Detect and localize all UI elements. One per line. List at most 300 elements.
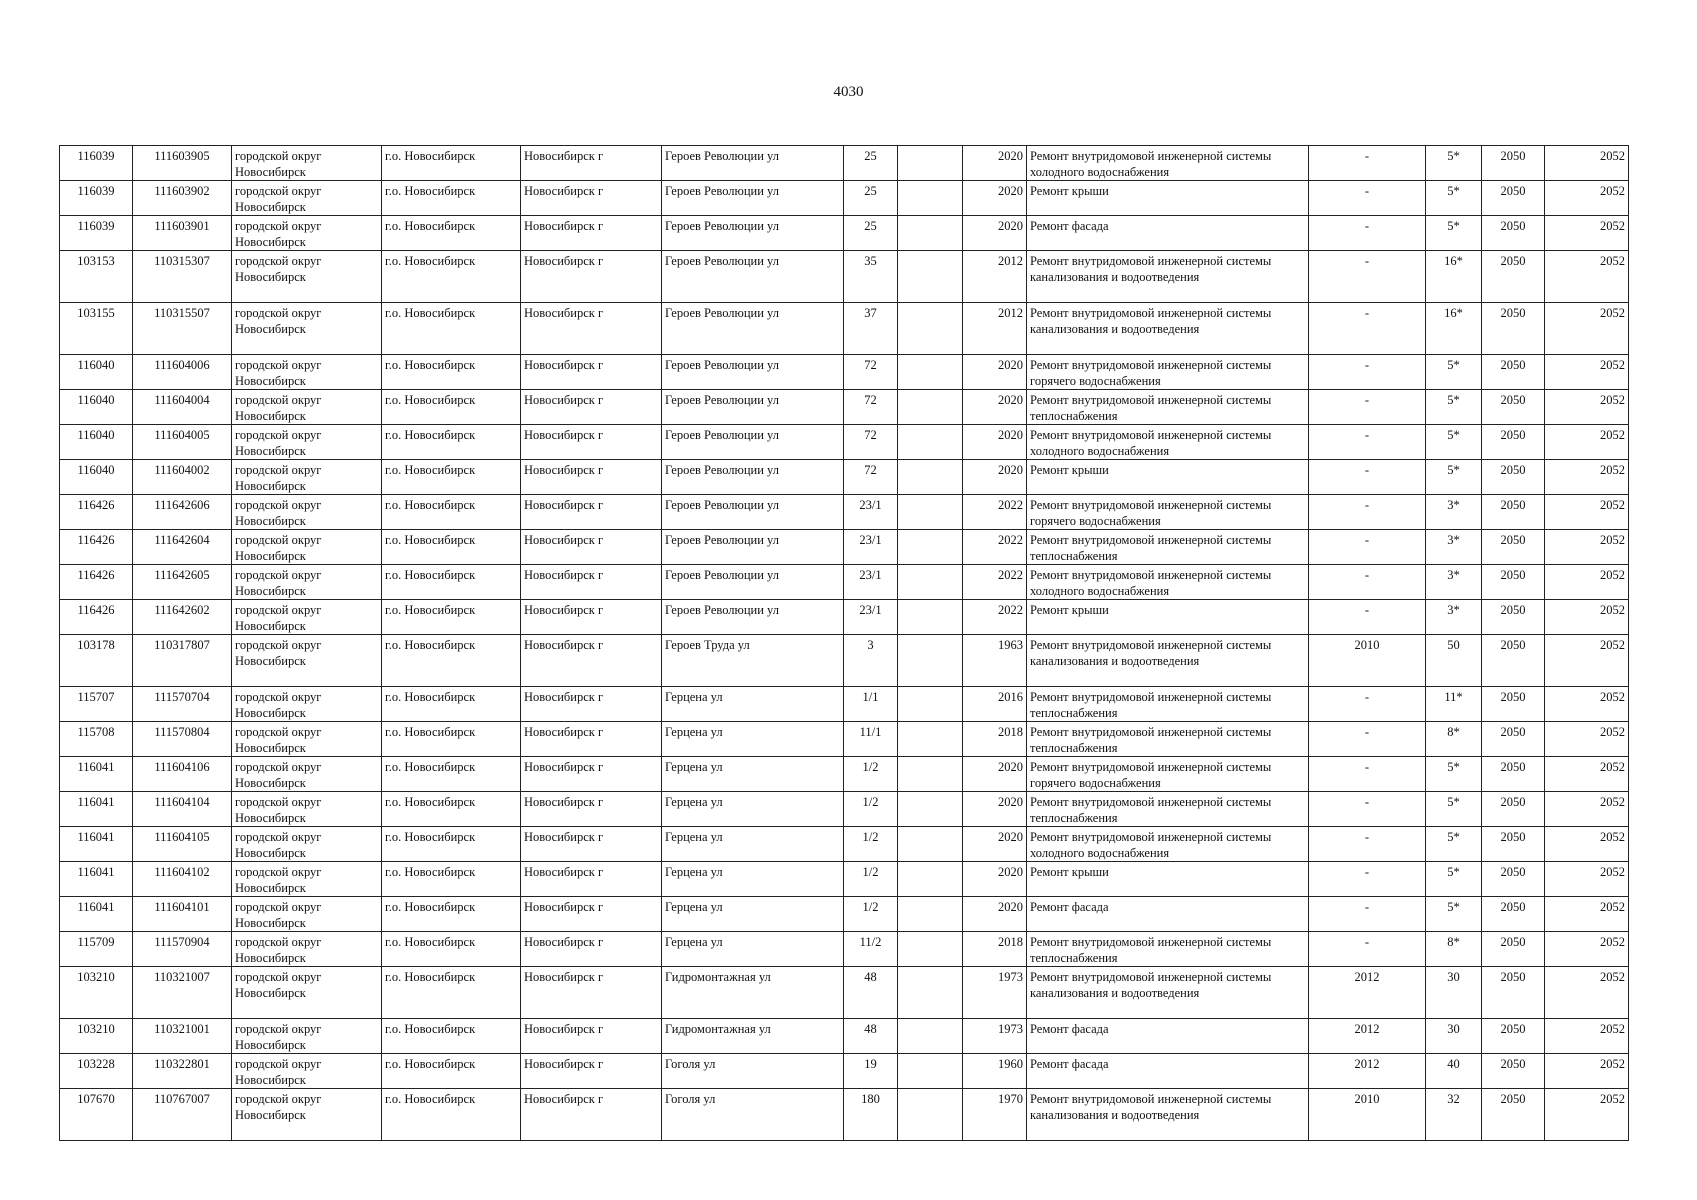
plan-start-cell: 2050 [1482,862,1545,897]
street-cell: Гидромонтажная ул [662,1019,844,1054]
plan-start-cell: 2050 [1482,460,1545,495]
municipality-cell: городской округ Новосибирск [232,530,382,565]
building-cell [898,862,963,897]
plan-end-cell: 2052 [1545,425,1629,460]
street-cell: Гоголя ул [662,1089,844,1141]
house-id-cell: 116040 [60,425,133,460]
last-repair-year-cell: - [1309,897,1426,932]
work-type-cell: Ремонт внутридомовой инженерной системы канализования и водоотведения [1027,303,1309,355]
plan-end-cell: 2052 [1545,722,1629,757]
wear-value-cell: 3* [1426,530,1482,565]
last-repair-year-cell: 2010 [1309,635,1426,687]
municipality-cell: городской округ Новосибирск [232,635,382,687]
last-repair-year-cell: - [1309,495,1426,530]
year-built-cell: 2020 [963,390,1027,425]
table-row [60,355,1629,390]
locality-cell: Новосибирск г [521,635,662,687]
plan-start-cell: 2050 [1482,146,1545,181]
plan-end-cell: 2052 [1545,932,1629,967]
house-number-cell: 48 [844,967,898,1019]
year-built-cell: 1963 [963,635,1027,687]
house-number-cell: 72 [844,460,898,495]
plan-end-cell: 2052 [1545,1054,1629,1089]
year-built-cell: 2018 [963,722,1027,757]
year-built-cell: 1973 [963,967,1027,1019]
wear-value-cell: 5* [1426,355,1482,390]
municipality-cell: городской округ Новосибирск [232,897,382,932]
plan-end-cell: 2052 [1545,146,1629,181]
work-type-cell: Ремонт внутридомовой инженерной системы канализования и водоотведения [1027,251,1309,303]
table-row [60,460,1629,495]
street-cell: Гоголя ул [662,1054,844,1089]
plan-start-cell: 2050 [1482,390,1545,425]
year-built-cell: 2012 [963,303,1027,355]
house-number-cell: 11/1 [844,722,898,757]
house-number-cell: 23/1 [844,495,898,530]
building-cell [898,565,963,600]
record-id-cell: 111642602 [133,600,232,635]
last-repair-year-cell: - [1309,355,1426,390]
work-type-cell: Ремонт внутридомовой инженерной системы горячего водоснабжения [1027,495,1309,530]
year-built-cell: 2020 [963,897,1027,932]
locality-cell: Новосибирск г [521,303,662,355]
house-id-cell: 103155 [60,303,133,355]
house-number-cell: 25 [844,181,898,216]
work-type-cell: Ремонт внутридомовой инженерной системы горячего водоснабжения [1027,355,1309,390]
municipality-cell: городской округ Новосибирск [232,1054,382,1089]
wear-value-cell: 5* [1426,757,1482,792]
district-cell: г.о. Новосибирск [382,181,521,216]
table-row [60,932,1629,967]
year-built-cell: 2022 [963,600,1027,635]
street-cell: Герцена ул [662,932,844,967]
district-cell: г.о. Новосибирск [382,757,521,792]
house-number-cell: 11/2 [844,932,898,967]
street-cell: Героев Революции ул [662,425,844,460]
plan-end-cell: 2052 [1545,1019,1629,1054]
plan-start-cell: 2050 [1482,425,1545,460]
plan-end-cell: 2052 [1545,216,1629,251]
house-number-cell: 72 [844,425,898,460]
house-number-cell: 1/2 [844,757,898,792]
house-number-cell: 25 [844,146,898,181]
building-cell [898,425,963,460]
wear-value-cell: 11* [1426,687,1482,722]
record-id-cell: 111603905 [133,146,232,181]
year-built-cell: 2020 [963,146,1027,181]
house-number-cell: 23/1 [844,565,898,600]
district-cell: г.о. Новосибирск [382,792,521,827]
last-repair-year-cell: - [1309,792,1426,827]
last-repair-year-cell: - [1309,303,1426,355]
work-type-cell: Ремонт внутридомовой инженерной системы теплоснабжения [1027,792,1309,827]
locality-cell: Новосибирск г [521,757,662,792]
plan-end-cell: 2052 [1545,303,1629,355]
wear-value-cell: 5* [1426,827,1482,862]
wear-value-cell: 16* [1426,303,1482,355]
street-cell: Героев Революции ул [662,390,844,425]
building-cell [898,1019,963,1054]
house-number-cell: 180 [844,1089,898,1141]
house-id-cell: 116039 [60,146,133,181]
house-id-cell: 103210 [60,1019,133,1054]
district-cell: г.о. Новосибирск [382,530,521,565]
building-cell [898,181,963,216]
house-number-cell: 37 [844,303,898,355]
house-id-cell: 116041 [60,792,133,827]
municipality-cell: городской округ Новосибирск [232,425,382,460]
wear-value-cell: 3* [1426,600,1482,635]
district-cell: г.о. Новосибирск [382,827,521,862]
table-row [60,600,1629,635]
last-repair-year-cell: - [1309,600,1426,635]
locality-cell: Новосибирск г [521,792,662,827]
street-cell: Герцена ул [662,792,844,827]
street-cell: Герцена ул [662,722,844,757]
wear-value-cell: 30 [1426,1019,1482,1054]
building-cell [898,722,963,757]
table-row [60,722,1629,757]
record-id-cell: 111642606 [133,495,232,530]
record-id-cell: 110321001 [133,1019,232,1054]
year-built-cell: 2020 [963,460,1027,495]
last-repair-year-cell: - [1309,146,1426,181]
plan-start-cell: 2050 [1482,932,1545,967]
plan-start-cell: 2050 [1482,1054,1545,1089]
table-row [60,181,1629,216]
table-row [60,390,1629,425]
wear-value-cell: 5* [1426,897,1482,932]
plan-start-cell: 2050 [1482,967,1545,1019]
building-cell [898,827,963,862]
plan-end-cell: 2052 [1545,460,1629,495]
year-built-cell: 2020 [963,827,1027,862]
plan-start-cell: 2050 [1482,687,1545,722]
district-cell: г.о. Новосибирск [382,932,521,967]
year-built-cell: 2020 [963,757,1027,792]
street-cell: Героев Революции ул [662,181,844,216]
locality-cell: Новосибирск г [521,687,662,722]
district-cell: г.о. Новосибирск [382,460,521,495]
year-built-cell: 2020 [963,862,1027,897]
street-cell: Герцена ул [662,757,844,792]
street-cell: Героев Революции ул [662,530,844,565]
district-cell: г.о. Новосибирск [382,1089,521,1141]
work-type-cell: Ремонт внутридомовой инженерной системы холодного водоснабжения [1027,146,1309,181]
last-repair-year-cell: - [1309,425,1426,460]
plan-start-cell: 2050 [1482,1089,1545,1141]
year-built-cell: 2020 [963,216,1027,251]
house-number-cell: 1/2 [844,792,898,827]
plan-end-cell: 2052 [1545,495,1629,530]
municipality-cell: городской округ Новосибирск [232,1089,382,1141]
street-cell: Герцена ул [662,827,844,862]
building-cell [898,635,963,687]
wear-value-cell: 50 [1426,635,1482,687]
plan-start-cell: 2050 [1482,303,1545,355]
record-id-cell: 110767007 [133,1089,232,1141]
district-cell: г.о. Новосибирск [382,600,521,635]
plan-start-cell: 2050 [1482,635,1545,687]
year-built-cell: 2020 [963,792,1027,827]
municipality-cell: городской округ Новосибирск [232,146,382,181]
plan-end-cell: 2052 [1545,897,1629,932]
district-cell: г.о. Новосибирск [382,565,521,600]
district-cell: г.о. Новосибирск [382,251,521,303]
last-repair-year-cell: - [1309,460,1426,495]
building-cell [898,530,963,565]
plan-start-cell: 2050 [1482,251,1545,303]
last-repair-year-cell: - [1309,827,1426,862]
last-repair-year-cell: - [1309,932,1426,967]
work-type-cell: Ремонт фасада [1027,1054,1309,1089]
year-built-cell: 2020 [963,181,1027,216]
table-row [60,757,1629,792]
last-repair-year-cell: - [1309,862,1426,897]
plan-end-cell: 2052 [1545,181,1629,216]
district-cell: г.о. Новосибирск [382,967,521,1019]
table-row [60,425,1629,460]
house-id-cell: 116426 [60,530,133,565]
locality-cell: Новосибирск г [521,355,662,390]
locality-cell: Новосибирск г [521,495,662,530]
plan-start-cell: 2050 [1482,530,1545,565]
locality-cell: Новосибирск г [521,146,662,181]
house-number-cell: 72 [844,355,898,390]
plan-end-cell: 2052 [1545,530,1629,565]
wear-value-cell: 5* [1426,425,1482,460]
record-id-cell: 110317807 [133,635,232,687]
street-cell: Героев Революции ул [662,216,844,251]
building-cell [898,460,963,495]
district-cell: г.о. Новосибирск [382,303,521,355]
record-id-cell: 111604102 [133,862,232,897]
house-id-cell: 116041 [60,897,133,932]
year-built-cell: 2022 [963,565,1027,600]
table-row [60,303,1629,355]
plan-start-cell: 2050 [1482,216,1545,251]
district-cell: г.о. Новосибирск [382,687,521,722]
street-cell: Гидромонтажная ул [662,967,844,1019]
municipality-cell: городской округ Новосибирск [232,600,382,635]
wear-value-cell: 5* [1426,146,1482,181]
record-id-cell: 110315507 [133,303,232,355]
wear-value-cell: 5* [1426,862,1482,897]
locality-cell: Новосибирск г [521,425,662,460]
plan-start-cell: 2050 [1482,495,1545,530]
locality-cell: Новосибирск г [521,967,662,1019]
building-cell [898,146,963,181]
plan-end-cell: 2052 [1545,967,1629,1019]
district-cell: г.о. Новосибирск [382,425,521,460]
locality-cell: Новосибирск г [521,862,662,897]
house-id-cell: 116039 [60,216,133,251]
plan-start-cell: 2050 [1482,1019,1545,1054]
last-repair-year-cell: - [1309,216,1426,251]
work-type-cell: Ремонт фасада [1027,1019,1309,1054]
plan-start-cell: 2050 [1482,827,1545,862]
work-type-cell: Ремонт крыши [1027,600,1309,635]
work-type-cell: Ремонт внутридомовой инженерной системы теплоснабжения [1027,687,1309,722]
table-row [60,827,1629,862]
house-id-cell: 103228 [60,1054,133,1089]
house-number-cell: 3 [844,635,898,687]
record-id-cell: 111604101 [133,897,232,932]
record-id-cell: 111604006 [133,355,232,390]
locality-cell: Новосибирск г [521,827,662,862]
work-type-cell: Ремонт внутридомовой инженерной системы теплоснабжения [1027,932,1309,967]
table-row [60,495,1629,530]
table-row [60,146,1629,181]
wear-value-cell: 5* [1426,181,1482,216]
last-repair-year-cell: 2012 [1309,1019,1426,1054]
wear-value-cell: 5* [1426,792,1482,827]
locality-cell: Новосибирск г [521,1054,662,1089]
municipality-cell: городской округ Новосибирск [232,792,382,827]
municipality-cell: городской округ Новосибирск [232,355,382,390]
house-number-cell: 25 [844,216,898,251]
house-number-cell: 48 [844,1019,898,1054]
work-type-cell: Ремонт фасада [1027,216,1309,251]
district-cell: г.о. Новосибирск [382,1019,521,1054]
year-built-cell: 2022 [963,530,1027,565]
registry-body [60,146,1629,1141]
last-repair-year-cell: - [1309,181,1426,216]
house-id-cell: 116041 [60,827,133,862]
last-repair-year-cell: - [1309,530,1426,565]
locality-cell: Новосибирск г [521,565,662,600]
last-repair-year-cell: - [1309,687,1426,722]
table-row [60,862,1629,897]
locality-cell: Новосибирск г [521,181,662,216]
plan-start-cell: 2050 [1482,722,1545,757]
locality-cell: Новосибирск г [521,600,662,635]
street-cell: Герцена ул [662,897,844,932]
house-number-cell: 1/2 [844,897,898,932]
municipality-cell: городской округ Новосибирск [232,460,382,495]
plan-end-cell: 2052 [1545,600,1629,635]
building-cell [898,757,963,792]
registry-table [59,145,1629,1141]
street-cell: Героев Революции ул [662,495,844,530]
wear-value-cell: 30 [1426,967,1482,1019]
work-type-cell: Ремонт внутридомовой инженерной системы холодного водоснабжения [1027,565,1309,600]
locality-cell: Новосибирск г [521,1019,662,1054]
table-row [60,565,1629,600]
plan-end-cell: 2052 [1545,827,1629,862]
house-number-cell: 1/1 [844,687,898,722]
locality-cell: Новосибирск г [521,251,662,303]
last-repair-year-cell: - [1309,722,1426,757]
district-cell: г.о. Новосибирск [382,635,521,687]
building-cell [898,303,963,355]
building-cell [898,932,963,967]
table-row [60,251,1629,303]
plan-end-cell: 2052 [1545,251,1629,303]
table-row [60,1054,1629,1089]
house-number-cell: 35 [844,251,898,303]
last-repair-year-cell: 2010 [1309,1089,1426,1141]
house-id-cell: 103210 [60,967,133,1019]
plan-start-cell: 2050 [1482,792,1545,827]
district-cell: г.о. Новосибирск [382,897,521,932]
wear-value-cell: 40 [1426,1054,1482,1089]
record-id-cell: 111642605 [133,565,232,600]
house-id-cell: 116040 [60,390,133,425]
district-cell: г.о. Новосибирск [382,495,521,530]
year-built-cell: 2016 [963,687,1027,722]
house-id-cell: 116039 [60,181,133,216]
building-cell [898,687,963,722]
municipality-cell: городской округ Новосибирск [232,181,382,216]
locality-cell: Новосибирск г [521,216,662,251]
page-number: 4030 [833,84,864,100]
work-type-cell: Ремонт внутридомовой инженерной системы холодного водоснабжения [1027,425,1309,460]
house-number-cell: 72 [844,390,898,425]
plan-start-cell: 2050 [1482,181,1545,216]
work-type-cell: Ремонт внутридомовой инженерной системы теплоснабжения [1027,390,1309,425]
table-row [60,967,1629,1019]
record-id-cell: 111603901 [133,216,232,251]
work-type-cell: Ремонт внутридомовой инженерной системы холодного водоснабжения [1027,827,1309,862]
house-number-cell: 23/1 [844,530,898,565]
last-repair-year-cell: 2012 [1309,1054,1426,1089]
locality-cell: Новосибирск г [521,722,662,757]
house-number-cell: 23/1 [844,600,898,635]
table-row [60,216,1629,251]
record-id-cell: 111604104 [133,792,232,827]
house-number-cell: 1/2 [844,862,898,897]
municipality-cell: городской округ Новосибирск [232,216,382,251]
year-built-cell: 1973 [963,1019,1027,1054]
plan-end-cell: 2052 [1545,757,1629,792]
plan-end-cell: 2052 [1545,687,1629,722]
district-cell: г.о. Новосибирск [382,390,521,425]
municipality-cell: городской округ Новосибирск [232,757,382,792]
plan-end-cell: 2052 [1545,635,1629,687]
street-cell: Герцена ул [662,687,844,722]
municipality-cell: городской округ Новосибирск [232,932,382,967]
record-id-cell: 111604106 [133,757,232,792]
work-type-cell: Ремонт внутридомовой инженерной системы теплоснабжения [1027,530,1309,565]
house-id-cell: 116041 [60,757,133,792]
building-cell [898,792,963,827]
house-id-cell: 103178 [60,635,133,687]
plan-start-cell: 2050 [1482,897,1545,932]
street-cell: Героев Революции ул [662,146,844,181]
street-cell: Герцена ул [662,862,844,897]
plan-start-cell: 2050 [1482,355,1545,390]
last-repair-year-cell: - [1309,390,1426,425]
building-cell [898,897,963,932]
plan-end-cell: 2052 [1545,355,1629,390]
street-cell: Героев Революции ул [662,565,844,600]
house-id-cell: 103153 [60,251,133,303]
municipality-cell: городской округ Новосибирск [232,687,382,722]
year-built-cell: 2020 [963,425,1027,460]
district-cell: г.о. Новосибирск [382,1054,521,1089]
street-cell: Героев Революции ул [662,251,844,303]
building-cell [898,967,963,1019]
wear-value-cell: 32 [1426,1089,1482,1141]
house-id-cell: 116040 [60,460,133,495]
wear-value-cell: 5* [1426,390,1482,425]
year-built-cell: 2020 [963,355,1027,390]
year-built-cell: 1970 [963,1089,1027,1141]
table-row [60,897,1629,932]
house-number-cell: 19 [844,1054,898,1089]
record-id-cell: 111604004 [133,390,232,425]
